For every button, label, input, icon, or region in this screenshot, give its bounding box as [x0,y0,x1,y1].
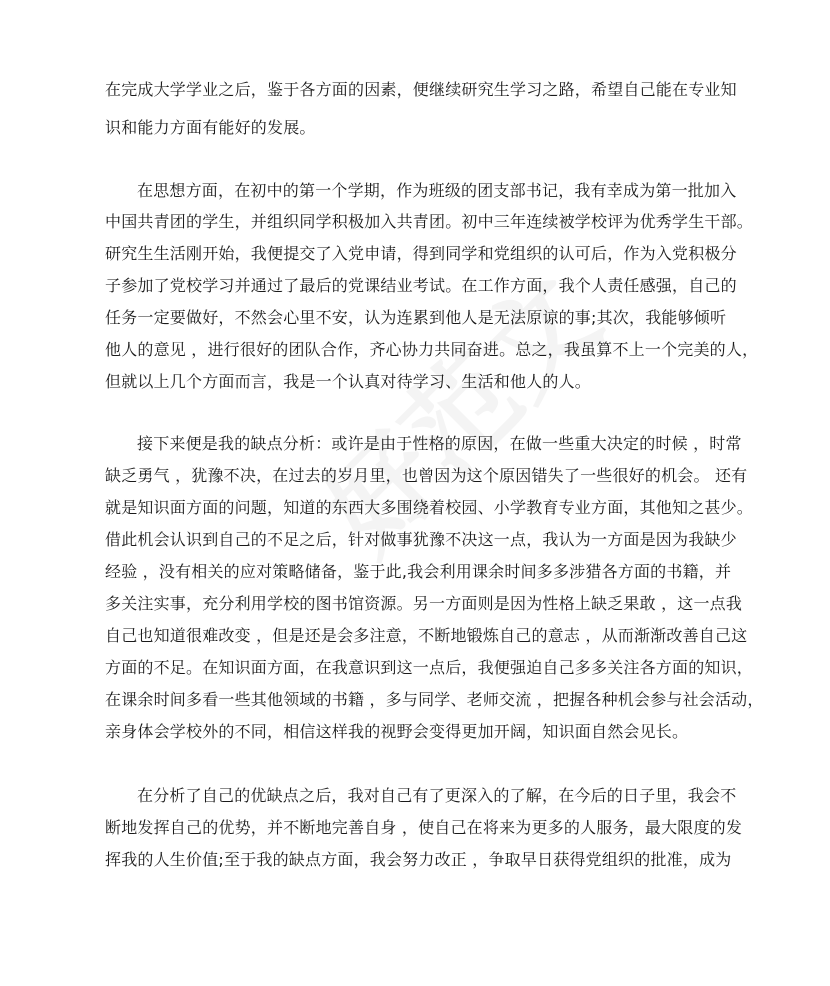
text-line: 子参加了党校学习并通过了最后的党课结业考试。在工作方面，我个人责任感强，自己的 [105,276,737,295]
text-line: 亲身体会学校外的不同，相信这样我的视野会变得更加开阔，知识面自然会见长。 [105,722,689,741]
text-line: 中国共青团的学生，并组织同学积极加入共青团。初中三年连续被学校评为优秀学生干部。 [105,212,754,231]
text-line: 研究生生活刚开始，我便提交了入党申请，得到同学和党组织的认可后，作为入党积极分 [105,244,737,263]
text-line: 经验 ，没有相关的应对策略储备，鉴于此,我会利用课余时间多多涉猎各方面的书籍，并 [105,562,732,581]
text-line: 在完成大学学业之后，鉴于各方面的因素，便继续研究生学习之路，希望自己能在专业知 [105,80,737,99]
text-line: 多关注实事，充分利用学校的图书馆资源。另一方面则是因为性格上缺乏果敢 ，这一点我 [105,594,743,613]
text-line: 他人的意见 ，进行很好的团队合作，齐心协力共同奋进。总之，我虽算不上一个完美的人， [105,340,759,359]
text-line: 挥我的人生价值;至于我的缺点方面，我会努力改正 ，争取早日获得党组织的批准，成为 [105,850,732,869]
text-line: 方面的不足。在知识面方面，在我意识到这一点后，我便强迫自己多多关注各方面的知识， [105,658,754,677]
text-line: 识和能力方面有能好的发展。 [105,118,316,137]
paragraph-first-line: 在思想方面，在初中的第一个学期，作为班级的团支部书记，我有幸成为第一批加入 [137,181,737,200]
text-line: 就是知识面方面的问题，知道的东西大多围绕着校园、小学教育专业方面，其他知之甚少。 [105,498,754,517]
text-line: 借此机会认识到自己的不足之后，针对做事犹豫不决这一点，我认为一方面是因为我缺少 [105,530,737,549]
paragraph-first-line: 在分析了自己的优缺点之后，我对自己有了更深入的了解，在今后的日子里，我会不 [137,786,737,805]
text-line: 缺乏勇气 ，犹豫不决，在过去的岁月里，也曾因为这个原因错失了一些很好的机会。 还有 [105,466,748,485]
text-line: 自己也知道很难改变 ，但是还是会多注意，不断地锻炼自己的意志 ，从而渐渐改善自己这 [105,626,748,645]
text-line: 断地发挥自己的优势，并不断地完善自身 ，使自己在将来为更多的人服务，最大限度的发 [105,818,743,837]
paragraph-first-line: 接下来便是我的缺点分析：或许是由于性格的原因，在做一些重大决定的时候 ，时常 [137,434,742,453]
text-line: 但就以上几个方面而言，我是一个认真对待学习、生活和他人的人。 [105,372,592,391]
text-line: 任务一定要做好，不然会心里不安，认为连累到他人是无法原谅的事;其次，我能够倾听 [105,308,727,327]
text-line: 在课余时间多看一些其他领域的书籍 ，多与同学、老师交流 ，把握各种机会参与社会活动， [105,690,764,709]
